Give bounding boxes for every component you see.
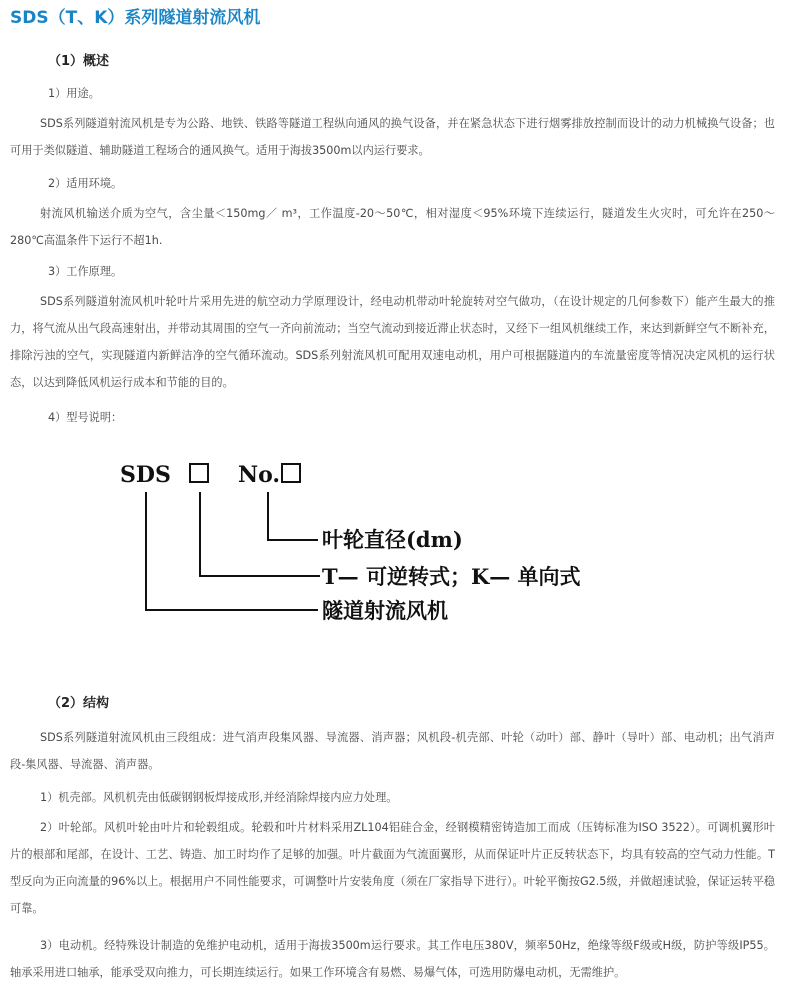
- paragraph-principle: SDS系列隧道射流风机叶轮叶片采用先进的航空动力学原理设计，经电动机带动叶轮旋转对空气做功，（在设计规定的几何参数下）能产生最大的推力，将气流从出气段高速射出，并带动其周围的空气一齐向前流动；当空气流动到接近滞止状态时，又经下一组风机继续工作，来达到新鲜空气不断补充，排除污浊的空气，实现隧道内新鲜洁净的空气循环流动。SDS系列射流风机可配用双速电动机，用户可根据隧道内的车流量密度等情况决定风机的运行状态，以达到降低风机运行成本和节能的目的。: [10, 295, 775, 389]
- connector-line-diameter: [268, 492, 318, 540]
- connector-line-fan: [146, 492, 318, 610]
- paragraph-motor: 3）电动机。经特殊设计制造的免维护电动机，适用于海拔3500m运行要求。其工作电压380V，频率50Hz，绝缘等级F级或H级，防护等级IP55。轴承采用进口轴承，能承受双向推力，可长期连续运行。如果工作环境含有易燃、易爆气体，可选用防爆电动机，无需维护。: [10, 939, 775, 979]
- paragraph-impeller: 2）叶轮部。风机叶轮由叶片和轮毂组成。轮毂和叶片材料采用ZL104铝硅合金，经钢模精密铸造加工而成（压铸标准为ISO 3522）。可调机翼形叶片的根部和尾部，在设计、工艺、铸造、加工时均作了足够的加强。叶片截面为气流面翼形，从而保证叶片正反转状态下，均具有较高的空气动力性能。T型反向为正向流量的96%以上。根据用户不同性能要求，可调整叶片安装角度（须在厂家指导下进行）。叶轮平衡按G2.5级，并做超速试验，保证运转平稳可靠。: [10, 821, 775, 915]
- page-title: SDS（T、K）系列隧道射流风机: [10, 8, 261, 28]
- paragraph-structure-intro: SDS系列隧道射流风机由三段组成：进气消声段集风器、导流器、消声器；风机段-机壳部、叶轮（动叶）部、静叶（导叶）部、电动机；出气消声段-集风器、导流器、消声器。: [10, 731, 775, 771]
- paragraph-label-environment: 2）适用环境。: [48, 177, 123, 190]
- section-heading-overview: （1）概述: [48, 54, 110, 69]
- paragraph-label-model: 4）型号说明：: [48, 411, 123, 424]
- model-designation-diagram: [110, 450, 630, 650]
- connector-line-type: [200, 492, 320, 576]
- model-no-label: No.: [238, 462, 281, 488]
- paragraph-purpose: SDS系列隧道射流风机是专为公路、地铁、铁路等隧道工程纵向通风的换气设备，并在紧急状态下进行烟雾排放控制而设计的动力机械换气设备；也可用于类似隧道、辅助隧道工程场合的通风换气。适用于海拔3500m以内运行要求。: [10, 117, 775, 157]
- model-type-label: T— 可逆转式；K— 单向式: [322, 564, 581, 589]
- model-fan-label: 隧道射流风机: [322, 598, 448, 623]
- model-type-box: [190, 464, 208, 482]
- model-prefix: SDS: [120, 462, 171, 488]
- section-heading-structure: （2）结构: [48, 696, 110, 711]
- model-diameter-label: 叶轮直径(dm): [322, 527, 463, 552]
- paragraph-environment: 射流风机输送介质为空气，含尘量＜150mg／ m³，工作温度-20～50℃，相对湿度＜95%环境下连续运行，隧道发生火灾时，可允许在250～280℃高温条件下运行不超1h.: [10, 207, 775, 247]
- paragraph-label-purpose: 1）用途。: [48, 87, 100, 100]
- paragraph-label-principle: 3）工作原理。: [48, 265, 123, 278]
- paragraph-casing: 1）机壳部。风机机壳由低碳钢钢板焊接成形,并经消除焊接内应力处理。: [40, 791, 398, 804]
- model-size-box: [282, 464, 300, 482]
